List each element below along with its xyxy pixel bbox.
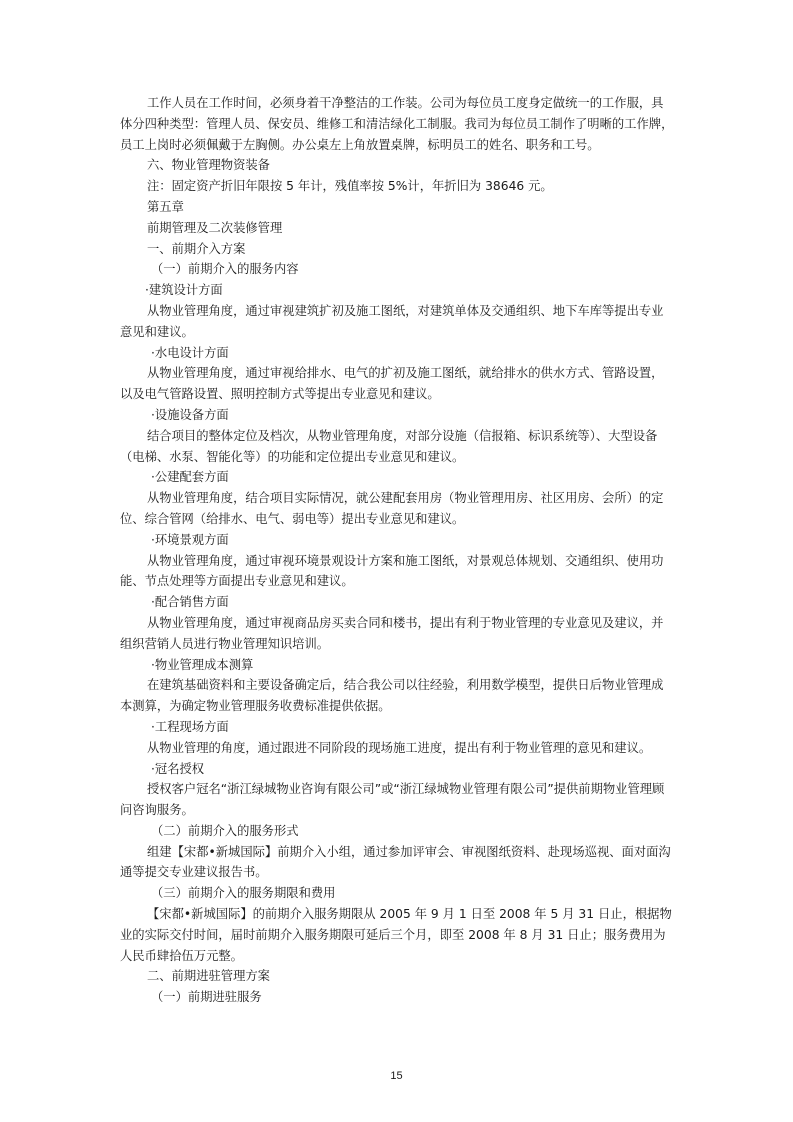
item-heading-architecture: ·建筑设计方面 <box>145 283 223 298</box>
subsection-heading-service-content: （一）前期介入的服务内容 <box>151 262 299 277</box>
item-heading-landscape: ·环境景观方面 <box>151 532 229 547</box>
item-heading-facilities: ·设施设备方面 <box>151 407 229 422</box>
paragraph-landscape: 从物业管理角度，通过审视环境景观设计方案和施工图纸，对景观总体规划、交通组织、使用功能、节点处理等方面提出专业意见和建议。 <box>120 553 664 589</box>
subsection-heading-service-term: （三）前期介入的服务期限和费用 <box>151 886 336 901</box>
paragraph-cost: 在建筑基础资料和主要设备确定后，结合我公司以往经验，利用数学模型，提供日后物业管理成本测算，为确定物业管理服务收费标准提供依据。 <box>120 678 664 714</box>
chapter-label: 第五章 <box>147 199 184 214</box>
section-heading-early-intervention: 一、前期介入方案 <box>147 241 246 256</box>
paragraph-facilities: 结合项目的整体定位及档次，从物业管理角度，对部分设施（信报箱、标识系统等）、大型设备（电梯、水泵、智能化等）的功能和定位提出专业意见和建议。 <box>120 428 658 464</box>
item-heading-public-facilities: ·公建配套方面 <box>151 470 229 485</box>
depreciation-note: 注：固定资产折旧年限按 5 年计，残值率按 5%计，年折旧为 38646 元。 <box>147 179 553 194</box>
subsection-heading-service-form: （二）前期介入的服务形式 <box>151 823 299 838</box>
document-body <box>120 93 675 1008</box>
paragraph-sales: 从物业管理角度，通过审视商品房买卖合同和楼书，提出有利于物业管理的专业意见及建议，并组织营销人员进行物业管理知识培训。 <box>120 615 664 651</box>
section-heading-entry-management: 二、前期进驻管理方案 <box>147 969 270 984</box>
item-heading-sales: ·配合销售方面 <box>151 595 229 610</box>
chapter-title: 前期管理及二次装修管理 <box>147 220 283 235</box>
section-heading-materials: 六、物业管理物资装备 <box>147 158 270 173</box>
paragraph-architecture: 从物业管理角度，通过审视建筑扩初及施工图纸，对建筑单体及交通组织、地下车库等提出专业意见和建议。 <box>120 303 664 339</box>
item-heading-cost: ·物业管理成本测算 <box>151 657 254 672</box>
paragraph-water-electric: 从物业管理角度，通过审视给排水、电气的扩初及施工图纸，就给排水的供水方式、管路设置，以及电气管路设置、照明控制方式等提出专业意见和建议。 <box>120 366 664 402</box>
paragraph-public-facilities: 从物业管理角度，结合项目实际情况，就公建配套用房（物业管理用房、社区用房、会所）的定位、综合管网（给排水、电气、弱电等）提出专业意见和建议。 <box>120 491 664 526</box>
paragraph-site: 从物业管理的角度，通过跟进不同阶段的现场施工进度，提出有利于物业管理的意见和建议。 <box>147 740 652 755</box>
page-number: 15 <box>390 1070 403 1082</box>
item-heading-site: ·工程现场方面 <box>151 719 229 734</box>
paragraph-uniform: 工作人员在工作时间，必须身着干净整洁的工作装。公司为每位员工度身定做统一的工作服，具体分四种类型：管理人员、保安员、维修工和清洁绿化工制服。我司为每位员工制作了明晰的工作牌，员工上岗时必须佩戴于左胸侧。办公桌左上角放置桌牌，标明员工的姓名、职务和工号。 <box>120 96 674 152</box>
item-heading-water-electric: ·水电设计方面 <box>151 345 229 360</box>
paragraph-service-term: 【宋都•新城国际】的前期介入服务期限从 2005 年 9 月 1 日至 2008 年 5 月 31 日止，根据物业的实际交付时间，届时前期介入服务期限可延后三个月，即至 2008 年 8 月 31 日止；服务费用为人民币肆拾伍万元整。 <box>120 907 672 963</box>
paragraph-service-form: 组建【宋都•新城国际】前期介入小组，通过参加评审会、审视图纸资料、赴现场巡视、面对面沟通等提交专业建议报告书。 <box>120 844 671 880</box>
paragraph-naming: 授权客户冠名“浙江绿城物业咨询有限公司”或“浙江绿城物业管理有限公司”提供前期物业管理顾问咨询服务。 <box>120 782 665 818</box>
item-heading-naming: ·冠名授权 <box>151 761 205 776</box>
subsection-heading-entry-service: （一）前期进驻服务 <box>151 990 262 1005</box>
